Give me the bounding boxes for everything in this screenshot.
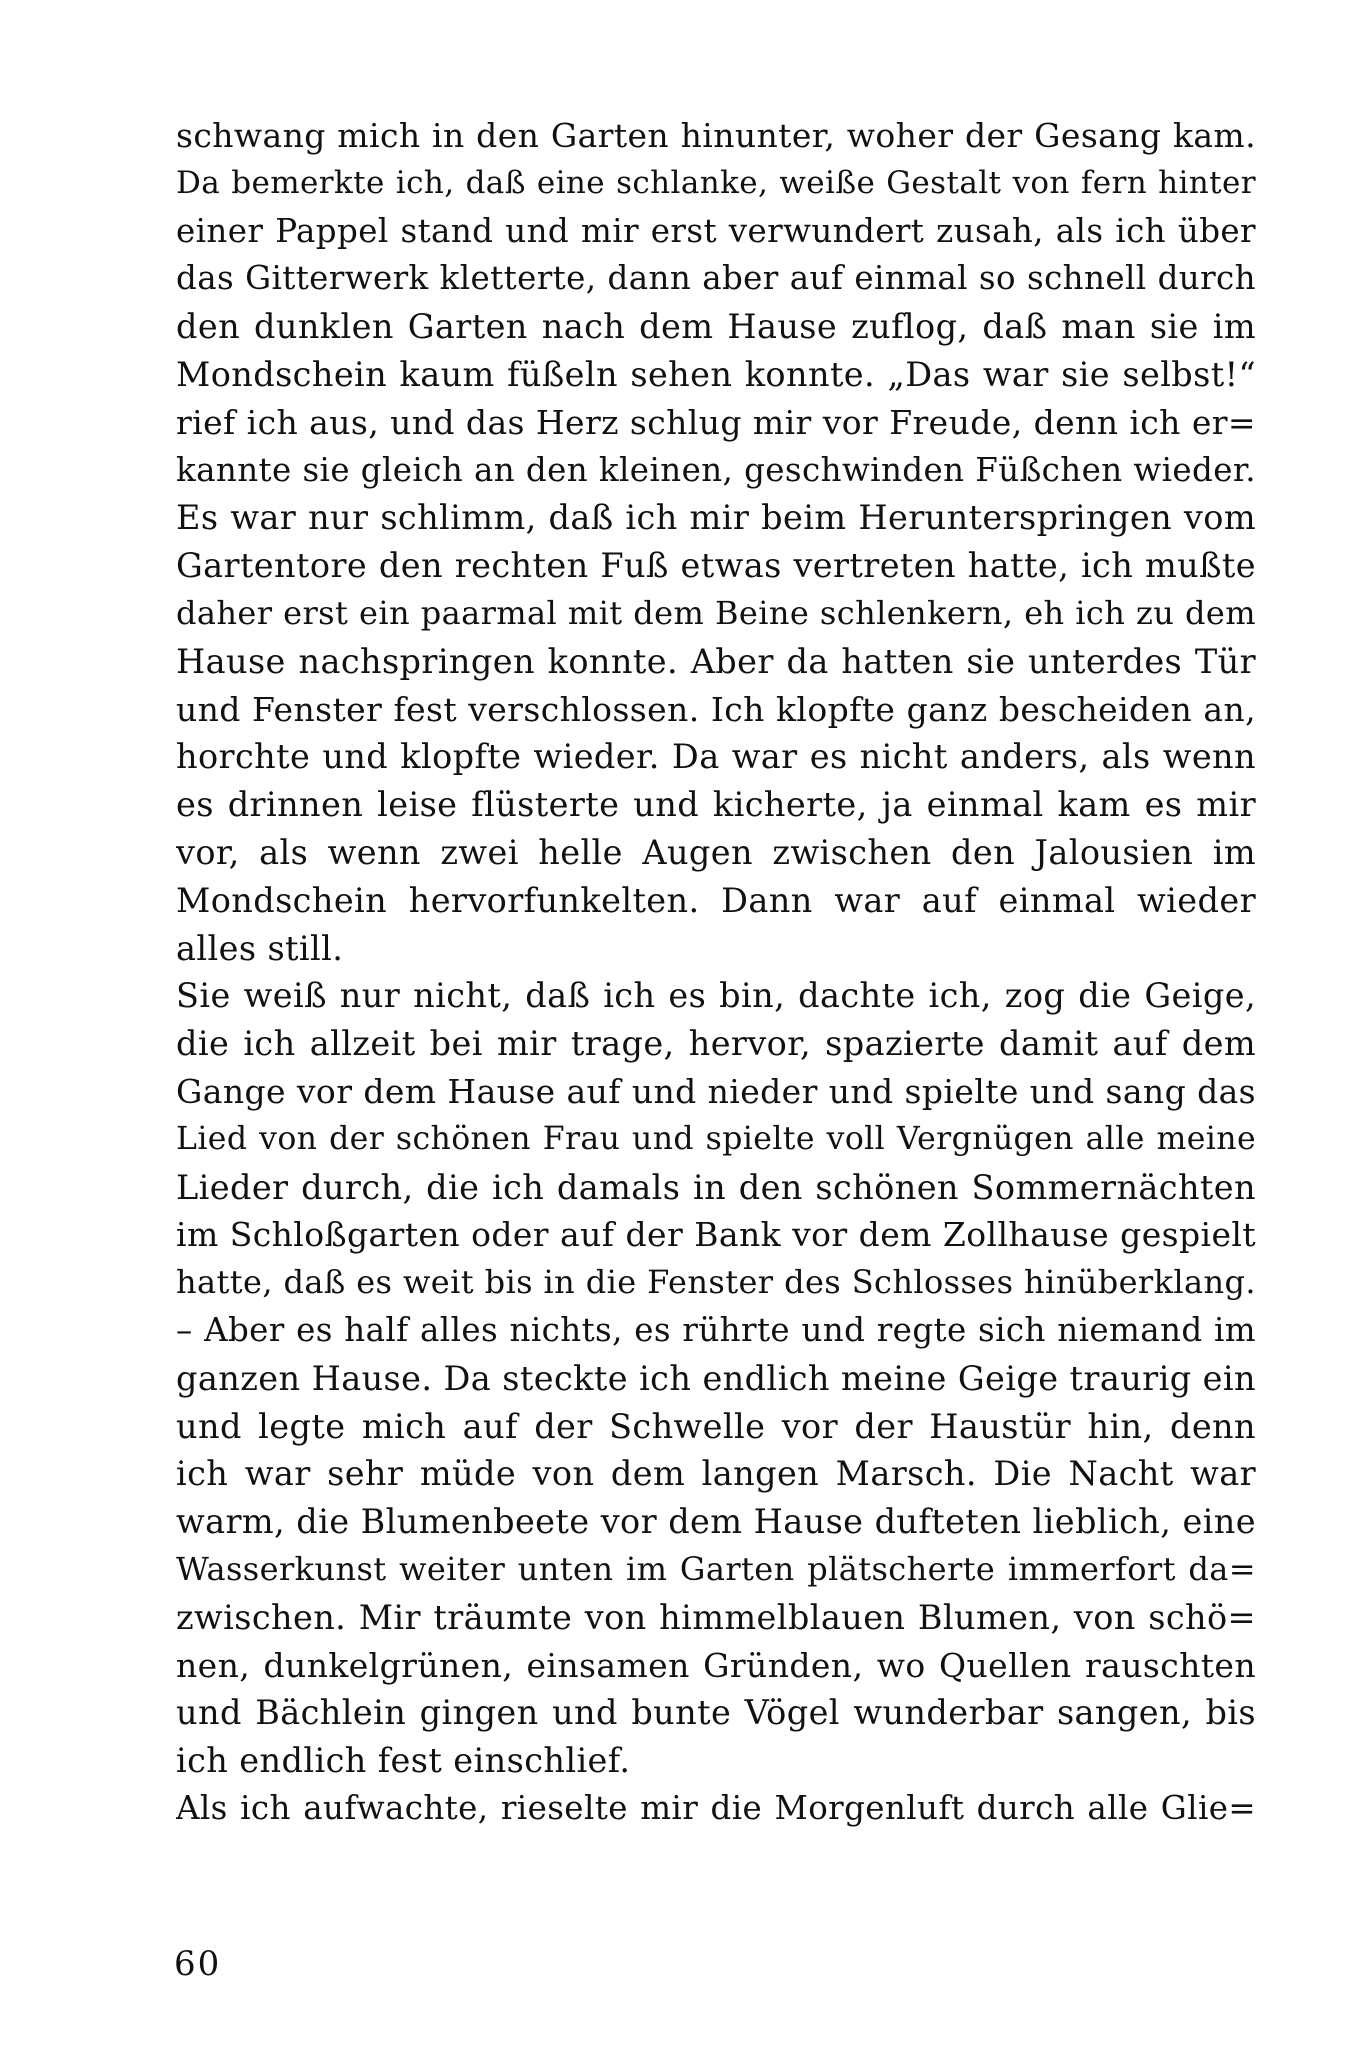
text-line: horchte und klopfte wieder. Da war es nicht anders, als wenn (176, 737, 1256, 777)
text-line: daher erst ein paarmal mit dem Beine schlenkern, eh ich zu dem (176, 593, 1256, 632)
text-line: ich war sehr müde von dem langen Marsch. Die Nacht war (176, 1454, 1256, 1494)
text-line: kannte sie gleich an den kleinen, geschwinden Füßchen wieder. (176, 450, 1256, 489)
text-line: zwischen. Mir träumte von himmelblauen Blumen, von schö= (176, 1597, 1256, 1637)
text-line: nen, dunkelgrünen, einsamen Gründen, wo Quellen rauschten (176, 1645, 1256, 1685)
text-line: Da bemerkte ich, daß eine schlanke, weiße Gestalt von fern hinter (176, 164, 1256, 201)
text-line: Gartentore den rechten Fuß etwas vertreten hatte, ich mußte (176, 546, 1256, 586)
text-line: und legte mich auf der Schwelle vor der Haustür hin, denn (176, 1406, 1256, 1446)
text-line: Als ich aufwachte, rieselte mir die Morgenluft durch alle Glie= (176, 1788, 1256, 1827)
text-line: – Aber es half alles nichts, es rührte und regte sich niemand im (176, 1310, 1256, 1349)
text-line: einer Pappel stand und mir erst verwundert zusah, als ich über (176, 211, 1256, 250)
text-line: Wasserkunst weiter unten im Garten plätscherte immerfort da= (176, 1549, 1256, 1588)
page-number: 60 (174, 1944, 222, 1984)
text-line: Mondschein hervorfunkelten. Dann war auf einmal wieder (176, 880, 1256, 920)
text-line: und Fenster fest verschlossen. Ich klopfte ganz bescheiden an, (176, 689, 1256, 729)
text-line: schwang mich in den Garten hinunter, woher der Gesang kam. (176, 116, 1256, 155)
text-line: Lieder durch, die ich damals in den schönen Sommernächten (176, 1167, 1256, 1207)
text-line: Mondschein kaum füßeln sehen konnte. „Das war sie selbst!“ (176, 354, 1256, 394)
text-line: Gange vor dem Hause auf und nieder und spielte und sang das (176, 1071, 1256, 1111)
text-line: ganzen Hause. Da steckte ich endlich meine Geige traurig ein (176, 1358, 1256, 1398)
text-line: Sie weiß nur nicht, daß ich es bin, dachte ich, zog die Geige, (176, 976, 1256, 1016)
text-line: den dunklen Garten nach dem Hause zuflog, daß man sie im (176, 307, 1256, 347)
text-line: ich endlich fest einschlief. (176, 1741, 631, 1781)
text-line: alles still. (176, 928, 344, 968)
text-line: rief ich aus, und das Herz schlug mir vor Freude, denn ich er= (176, 402, 1256, 442)
text-line: Lied von der schönen Frau und spielte voll Vergnügen alle meine (176, 1120, 1256, 1157)
text-line: warm, die Blumenbeete vor dem Hause dufteten lieblich, eine (176, 1502, 1256, 1542)
text-line: die ich allzeit bei mir trage, hervor, spazierte damit auf dem (176, 1024, 1256, 1064)
text-line: Hause nachspringen konnte. Aber da hatten sie unterdes Tür (176, 641, 1256, 681)
text-line: und Bächlein gingen und bunte Vögel wunderbar sangen, bis (176, 1693, 1256, 1733)
text-line: vor, als wenn zwei helle Augen zwischen den Jalousien im (176, 832, 1256, 872)
text-line: das Gitterwerk kletterte, dann aber auf einmal so schnell durch (176, 259, 1256, 298)
body-text (176, 112, 1256, 1833)
text-line: im Schloßgarten oder auf der Bank vor dem Zollhause gespielt (176, 1215, 1256, 1255)
text-line: es drinnen leise flüsterte und kicherte, ja einmal kam es mir (176, 785, 1256, 825)
text-line: hatte, daß es weit bis in die Fenster des Schlosses hinüberklang. (176, 1263, 1256, 1302)
text-line: Es war nur schlimm, daß ich mir beim Herunterspringen vom (176, 498, 1256, 538)
